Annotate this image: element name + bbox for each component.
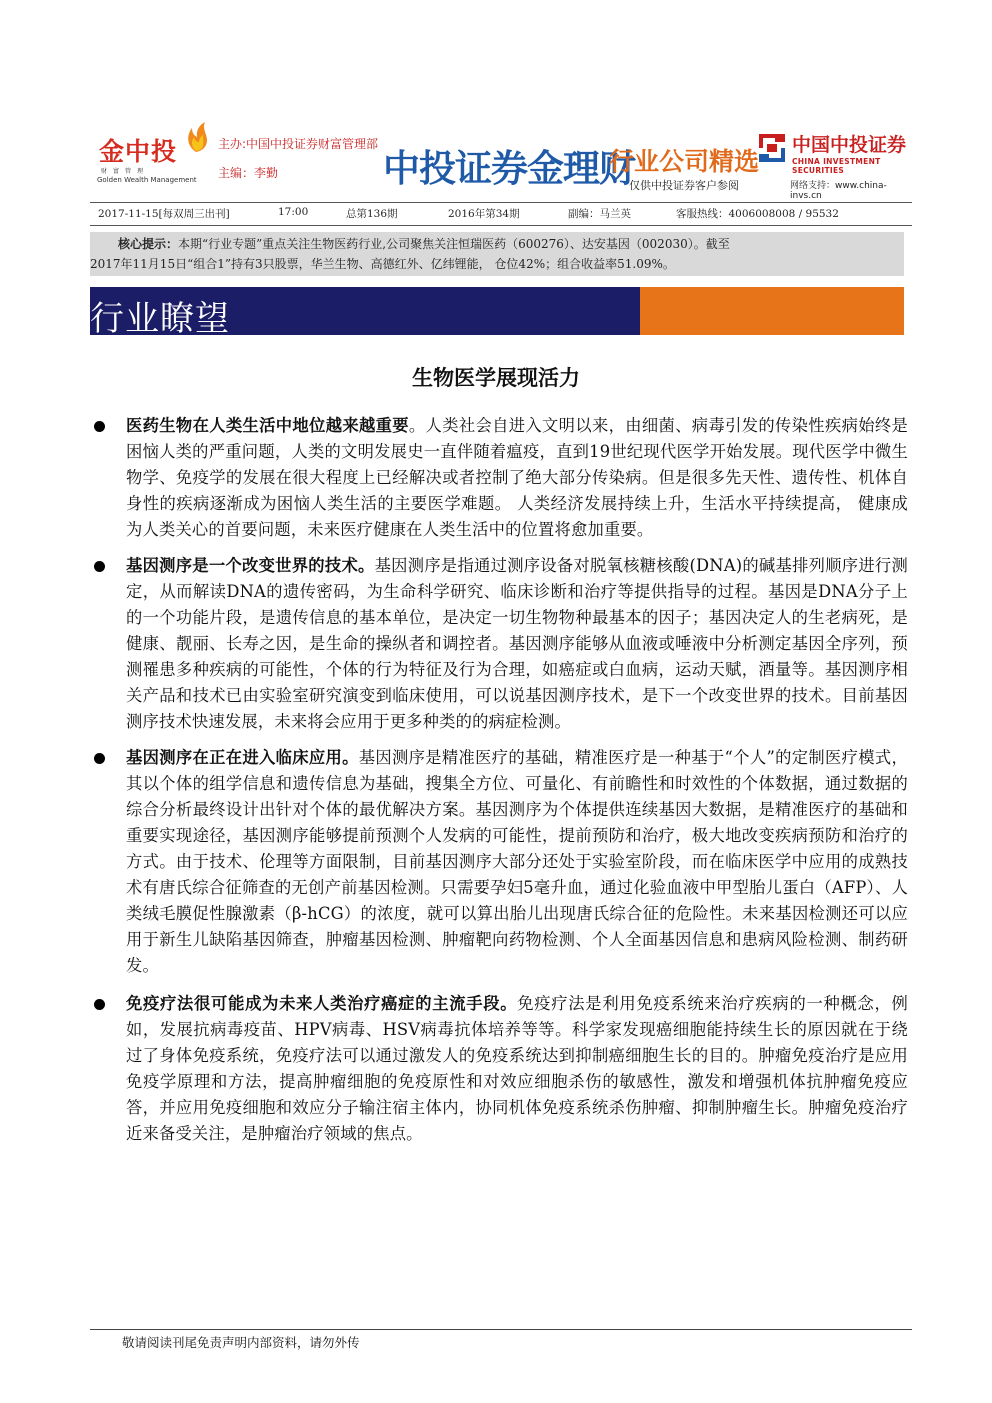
issue-info-bar: [98, 206, 910, 222]
banner-orange-block: [640, 287, 904, 335]
bullet-text: 。人类社会自进入文明以来，由细菌、病毒引发的传染性疾病始终是困恼人类的严重问题，人类的文明发展史一直伴随着瘟疫，直到19世纪现代医学开始发展。现代医学中微生物学、免疫学的发展在很大程度上已经解决或者控制了绝大部分传染病。但是很多先天性、遗传性、机体自身性的疾病逐渐成为困恼人类生活的主要医学难题。 人类经济发展持续上升，生活水平持续提高， 健康成为人类关心的首要问题，未来医疗健康在人类生活中的位置将愈加重要。: [126, 416, 908, 539]
issue-date: 2017-11-15[每双周三出刊]: [98, 208, 230, 220]
firm-name-cn: 中国中投证券: [792, 134, 907, 156]
service-hotline: 客服热线：4006008008 / 95532: [676, 208, 839, 220]
bullet-item: [90, 553, 908, 735]
logo-subtitle-en: Golden Wealth Management: [97, 176, 197, 184]
article-bullet-list: [90, 413, 908, 1147]
summary-line-1: [90, 234, 904, 254]
issue-time: 17:00: [278, 206, 309, 218]
section-title: 行业公司精选: [609, 147, 760, 176]
header-divider: [90, 202, 912, 203]
bullet-lead: 基因测序是一个改变世界的技术。: [126, 556, 375, 575]
bullet-text: 免疫疗法是利用免疫系统来治疗疾病的一种概念，例如，发展抗病毒疫苗、HPV病毒、HSV病毒抗体培养等等。科学家发现癌细胞能持续生长的原因就在于绕过了身体免疫系统，免疫疗法可以通过激发人的免疫系统达到抑制癌细胞生长的目的。肿瘤免疫治疗是应用免疫学原理和方法，提高肿瘤细胞的免疫原性和对效应细胞杀伤的敏感性，激发和增强机体抗肿瘤免疫应答，并应用免疫细胞和效应分子输注宿主体内，协同机体免疫系统杀伤肿瘤、抑制肿瘤生长。肿瘤免疫治疗近来备受关注，是肿瘤治疗领域的焦点。: [126, 994, 908, 1143]
flame-logo-icon: [181, 120, 211, 154]
bullet-item: [90, 413, 908, 543]
bullet-text: 基因测序是精准医疗的基础，精准医疗是一种基于“个人”的定制医疗模式，其以个体的组学信息和遗传信息为基础，搜集全方位、可量化、有前瞻性和时效性的个体数据，通过数据的综合分析最终设计出针对个体的最优解决方案。基因测序为个体提供连续基因大数据，是精准医疗的基础和重要实现途径，基因测序能够提前预测个人发病的可能性，提前预防和治疗，极大地改变疾病预防和治疗的方式。由于技术、伦理等方面限制，目前基因测序大部分还处于实验室阶段，而在临床医学中应用的成熟技术有唐氏综合征筛查的无创产前基因检测。只需要孕妇5毫升血，通过化验血液中甲型胎儿蛋白（AFP）、人类绒毛膜促性腺激素（β-hCG）的浓度，就可以算出胎儿出现唐氏综合征的危险性。未来基因检测还可以应用于新生儿缺陷基因筛查，肿瘤基因检测、肿瘤靶向药物检测、个人全面基因信息和患病风险检测、制药研发。: [126, 748, 908, 975]
website-link[interactable]: 网络支持：www.china-invs.cn: [790, 181, 887, 201]
bullet-dot-icon: [94, 999, 105, 1010]
section-subtitle: 仅供中投证券客户参阅: [629, 179, 739, 192]
sub-editor: 副编：马兰英: [568, 208, 631, 220]
bullet-lead: 医药生物在人类生活中地位越来越重要: [126, 416, 409, 435]
logo-text: 金中投: [99, 137, 178, 166]
bullet-lead: 免疫疗法很可能成为未来人类治疗癌症的主流手段。: [126, 994, 518, 1013]
issue-year-number: 2016年第34期: [448, 208, 520, 220]
footer-disclaimer: 敬请阅读刊尾免责声明内部资料，请勿外传: [122, 1335, 360, 1350]
info-divider: [90, 225, 912, 226]
summary-line-2: 2017年11月15日“组合1”持有3只股票，华兰生物、高德红外、亿纬锂能， 仓位42%；组合收益率51.09%。: [90, 257, 675, 271]
masthead: [95, 118, 910, 201]
banner-label: 行业瞭望: [90, 299, 230, 339]
chief-editor: 主编：李勤: [218, 166, 279, 180]
summary-label: 核心提示：: [118, 237, 179, 251]
bullet-item: [90, 991, 908, 1147]
issue-total-number: 总第136期: [346, 208, 398, 220]
host-department: 主办:中国中投证券财富管理部: [218, 137, 379, 151]
article-title: 生物医学展现活力: [412, 366, 580, 390]
bullet-lead: 基因测序在正在进入临床应用。: [126, 748, 359, 767]
bullet-dot-icon: [94, 561, 105, 572]
golden-wealth-logo: [95, 118, 215, 190]
section-banner: [90, 287, 904, 339]
summary-text-1: 本期“行业专题”重点关注生物医药行业,公司聚焦关注恒瑞医药（600276）、达安基因（002030）。截至: [178, 237, 730, 251]
bullet-dot-icon: [94, 753, 105, 764]
bullet-item: [90, 745, 908, 979]
firm-name-en: CHINA INVESTMENT SECURITIES: [792, 157, 881, 175]
logo-subtitle-cn: 财富管理: [101, 168, 150, 175]
publication-title: 中投证券金理财: [383, 147, 635, 190]
footer-divider: [90, 1329, 912, 1330]
bullet-text: 基因测序是指通过测序设备对脱氧核糖核酸(DNA)的碱基排列顺序进行测定，从而解读DNA的遗传密码，为生命科学研究、临床诊断和治疗等提供指导的过程。基因是DNA分子上的一个功能片段，是遗传信息的基本单位，是决定一切生物物种最基本的因子；基因决定人的生老病死，是健康、靓丽、长寿之因，是生命的操纵者和调控者。基因测序能够从血液或唾液中分析测定基因全序列，预测罹患多种疾病的可能性，个体的行为特征及行为合理，如癌症或白血病，运动天赋，酒量等。基因测序相关产品和技术已由实验室研究演变到临床使用，可以说基因测序技术，是下一个改变世界的技术。目前基因测序技术快速发展，未来将会应用于更多种类的的病症检测。: [126, 556, 908, 731]
china-investment-securities-logo-icon: [755, 130, 789, 166]
bullet-dot-icon: [94, 421, 105, 432]
core-summary-box: [90, 232, 904, 276]
